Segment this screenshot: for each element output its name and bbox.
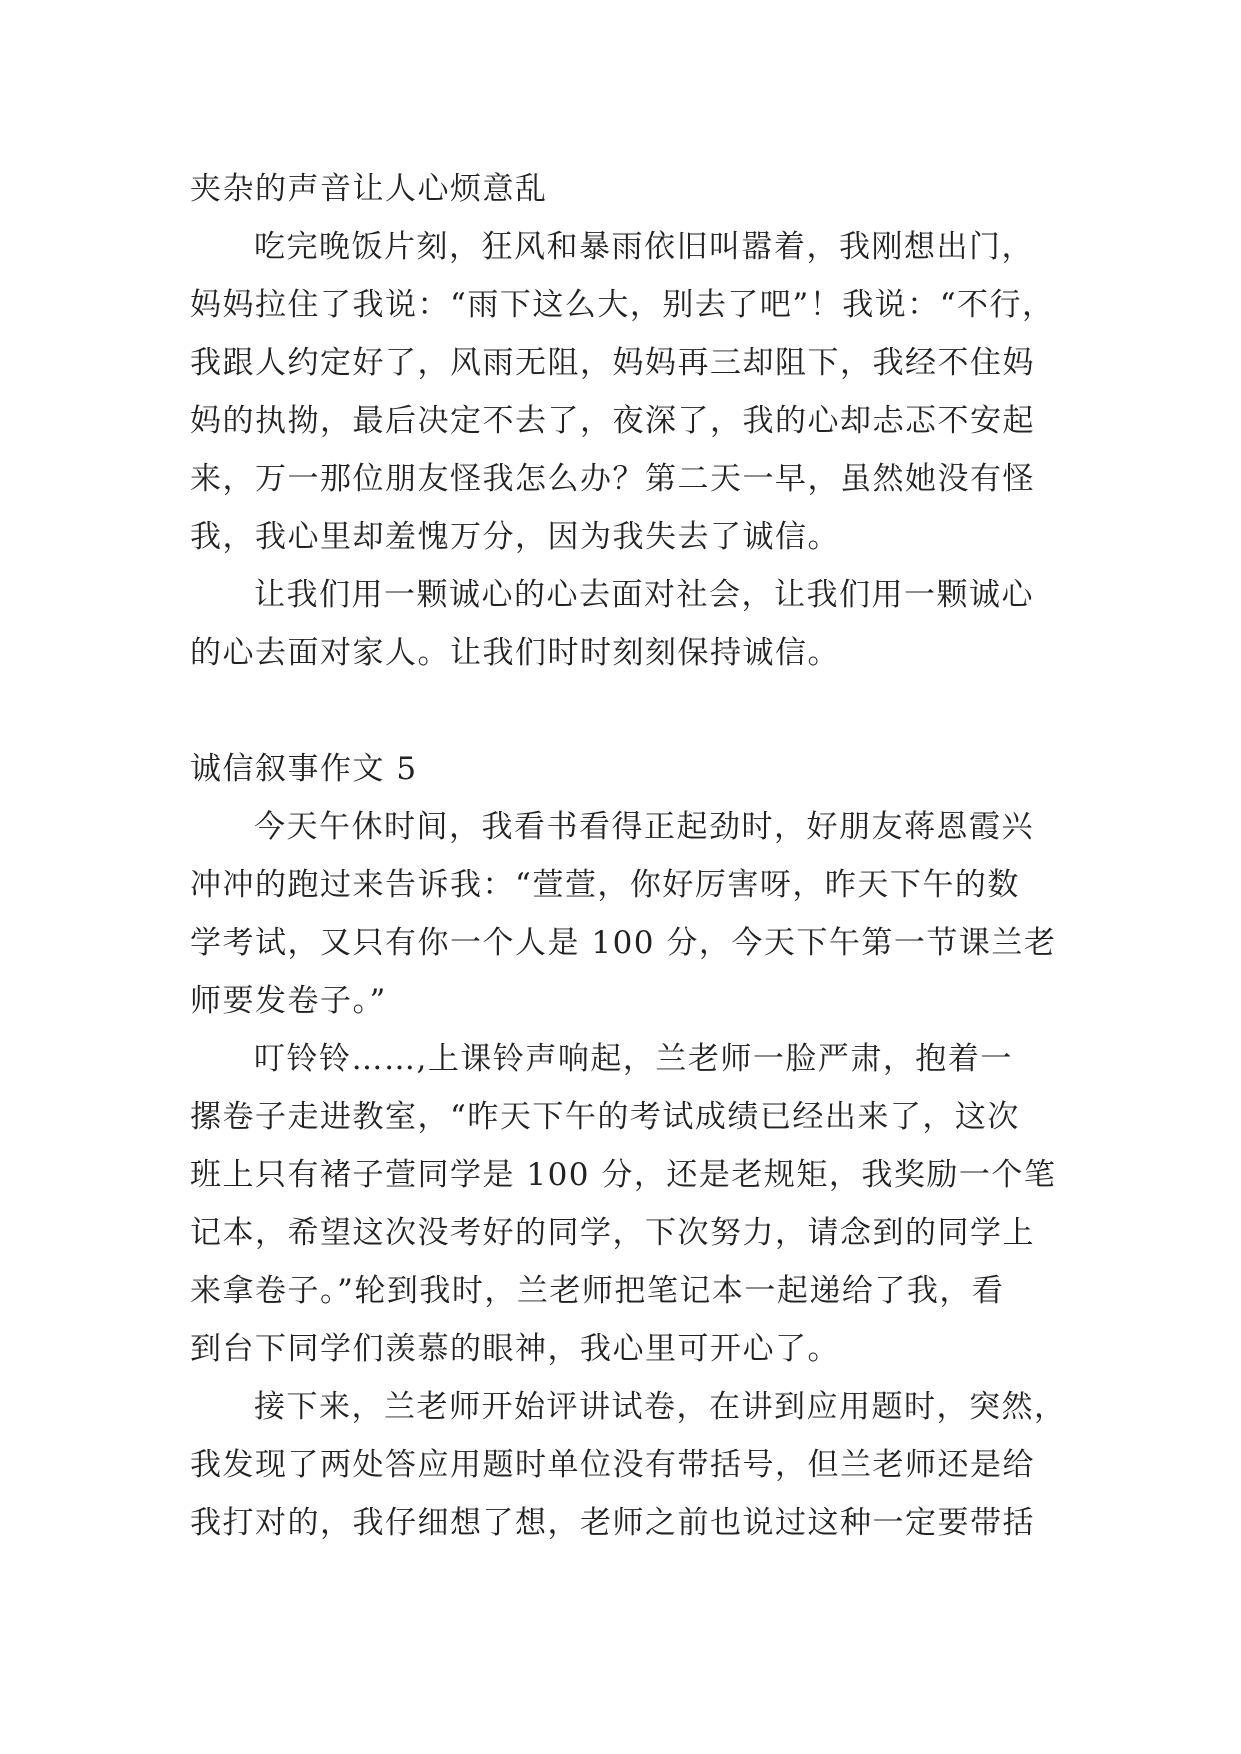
blank-line [190,682,1070,740]
paragraph [190,798,1070,1030]
paragraph [190,218,1070,566]
text-line: 到台下同学们羡慕的眼神，我心里可开心了。 [190,1331,840,1367]
text-line: 我打对的，我仔细想了想，老师之前也说过这种一定要带括 [190,1505,1035,1541]
text-line: 来拿卷子。”轮到我时，兰老师把笔记本一起递给了我，看 [190,1273,1005,1309]
text-line: 叮铃铃……,上课铃声响起，兰老师一脸严肃，抱着一 [254,1041,1013,1077]
paragraph [190,1030,1070,1378]
text-line: 妈妈拉住了我说：“雨下这么大，别去了吧”！我说：“不行， [190,287,1055,323]
text-line: 学考试，又只有你一个人是 100 分，今天下午第一节课兰老 [190,925,1057,961]
text-line: 来，万一那位朋友怪我怎么办？第二天一早，虽然她没有怪 [190,461,1035,497]
text-line: 夹杂的声音让人心烦意乱 [190,171,548,207]
text-line: 记本，希望这次没考好的同学，下次努力，请念到的同学上 [190,1215,1035,1251]
paragraph [190,1378,1070,1552]
text-line: 我发现了两处答应用题时单位没有带括号，但兰老师还是给 [190,1447,1035,1483]
text-line: 冲冲的跑过来告诉我：“萱萱，你好厉害呀，昨天下午的数 [190,867,1020,903]
text-line: 我，我心里却羞愧万分，因为我失去了诚信。 [190,519,840,555]
text-line: 师要发卷子。” [190,983,387,1019]
document-page [190,160,1070,1552]
paragraph [190,566,1070,682]
text-line: 今天午休时间，我看书看得正起劲时，好朋友蒋恩霞兴 [254,809,1034,845]
text-line: 吃完晚饭片刻，狂风和暴雨依旧叫嚣着，我刚想出门， [254,229,1034,265]
text-line: 接下来，兰老师开始评讲试卷，在讲到应用题时，突然， [254,1389,1067,1425]
text-line: 妈的执拗，最后决定不去了，夜深了，我的心却忐忑不安起 [190,403,1035,439]
section-title: 诚信叙事作文 5 [190,751,418,787]
text-line: 让我们用一颗诚心的心去面对社会，让我们用一颗诚心 [254,577,1034,613]
text-line: 摞卷子走进教室，“昨天下午的考试成绩已经出来了，这次 [190,1099,1020,1135]
text-line: 班上只有褚子萱同学是 100 分，还是老规矩，我奖励一个笔 [190,1157,1057,1193]
text-line: 的心去面对家人。让我们时时刻刻保持诚信。 [190,635,840,671]
text-line: 我跟人约定好了，风雨无阻，妈妈再三却阻下，我经不住妈 [190,345,1035,381]
